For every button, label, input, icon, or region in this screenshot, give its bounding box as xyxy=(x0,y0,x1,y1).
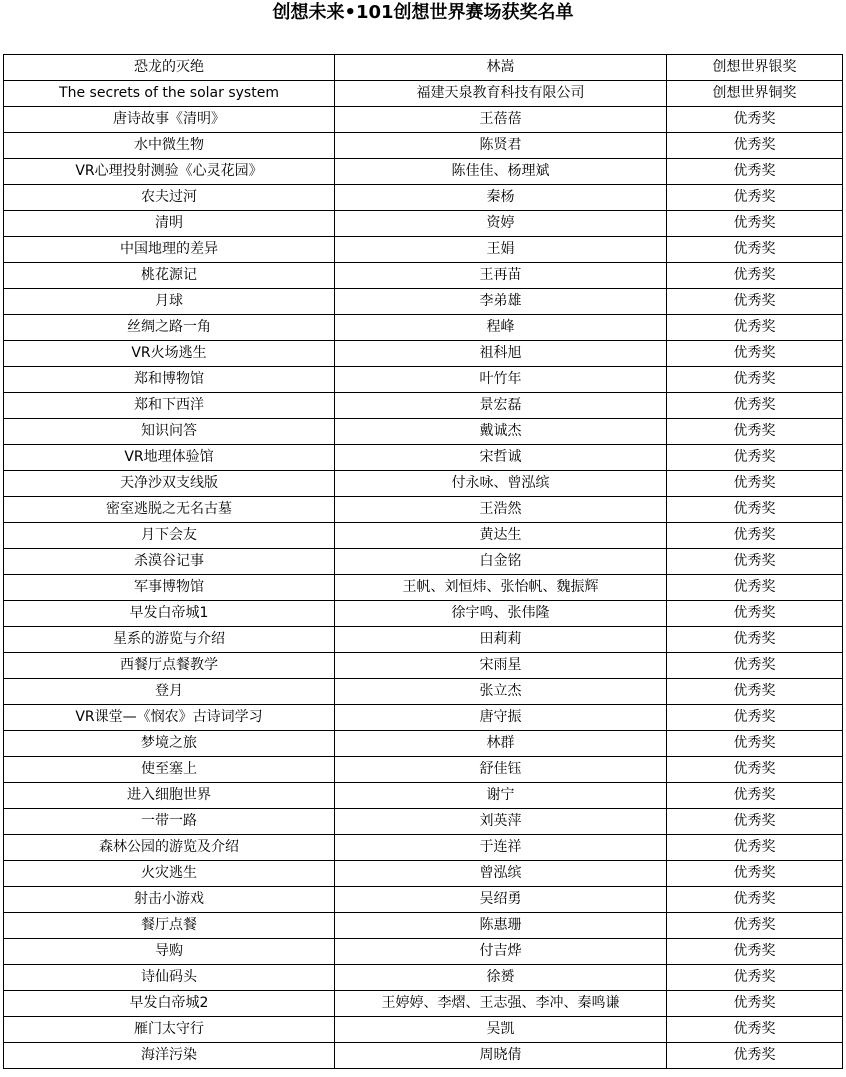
award-cell: 优秀奖 xyxy=(667,601,843,627)
work-title-cell: VR心理投射测验《心灵花园》 xyxy=(4,159,335,185)
table-row xyxy=(4,575,843,601)
work-title-cell: 导购 xyxy=(4,939,335,965)
award-cell: 优秀奖 xyxy=(667,471,843,497)
author-cell: 谢宁 xyxy=(335,783,667,809)
work-title-cell: VR火场逃生 xyxy=(4,341,335,367)
table-row xyxy=(4,419,843,445)
award-cell: 优秀奖 xyxy=(667,107,843,133)
table-row xyxy=(4,159,843,185)
work-title-cell: 唐诗故事《清明》 xyxy=(4,107,335,133)
author-cell: 白金铭 xyxy=(335,549,667,575)
work-title-cell: 知识问答 xyxy=(4,419,335,445)
awards-table xyxy=(3,54,843,1069)
award-cell: 优秀奖 xyxy=(667,705,843,731)
author-cell: 周晓倩 xyxy=(335,1043,667,1069)
work-title-cell: 郑和博物馆 xyxy=(4,367,335,393)
award-cell: 优秀奖 xyxy=(667,887,843,913)
award-cell: 优秀奖 xyxy=(667,133,843,159)
work-title-cell: 餐厅点餐 xyxy=(4,913,335,939)
author-cell: 资婷 xyxy=(335,211,667,237)
work-title-cell: 清明 xyxy=(4,211,335,237)
author-cell: 王婷婷、李熠、王志强、李冲、秦鸣谦 xyxy=(335,991,667,1017)
author-cell: 林群 xyxy=(335,731,667,757)
table-row xyxy=(4,445,843,471)
work-title-cell: 森林公园的游览及介绍 xyxy=(4,835,335,861)
award-cell: 优秀奖 xyxy=(667,159,843,185)
work-title-cell: 进入细胞世界 xyxy=(4,783,335,809)
table-row xyxy=(4,991,843,1017)
author-cell: 付永咏、曾泓缤 xyxy=(335,471,667,497)
award-cell: 优秀奖 xyxy=(667,549,843,575)
author-cell: 王再苗 xyxy=(335,263,667,289)
table-row xyxy=(4,315,843,341)
work-title-cell: 恐龙的灭绝 xyxy=(4,55,335,81)
table-row xyxy=(4,757,843,783)
author-cell: 陈佳佳、杨理斌 xyxy=(335,159,667,185)
work-title-cell: The secrets of the solar system xyxy=(4,81,335,107)
author-cell: 田莉莉 xyxy=(335,627,667,653)
table-row xyxy=(4,965,843,991)
author-cell: 王浩然 xyxy=(335,497,667,523)
table-row xyxy=(4,939,843,965)
work-title-cell: 月下会友 xyxy=(4,523,335,549)
author-cell: 陈惠珊 xyxy=(335,913,667,939)
work-title-cell: 桃花源记 xyxy=(4,263,335,289)
author-cell: 戴诚杰 xyxy=(335,419,667,445)
author-cell: 秦杨 xyxy=(335,185,667,211)
award-cell: 优秀奖 xyxy=(667,991,843,1017)
work-title-cell: 射击小游戏 xyxy=(4,887,335,913)
table-row xyxy=(4,861,843,887)
award-cell: 创想世界铜奖 xyxy=(667,81,843,107)
author-cell: 福建天泉教育科技有限公司 xyxy=(335,81,667,107)
author-cell: 吴绍勇 xyxy=(335,887,667,913)
table-row xyxy=(4,341,843,367)
award-cell: 优秀奖 xyxy=(667,757,843,783)
author-cell: 唐守振 xyxy=(335,705,667,731)
table-row xyxy=(4,211,843,237)
work-title-cell: 天净沙双支线版 xyxy=(4,471,335,497)
author-cell: 于连祥 xyxy=(335,835,667,861)
table-row xyxy=(4,679,843,705)
work-title-cell: 水中微生物 xyxy=(4,133,335,159)
work-title-cell: 一带一路 xyxy=(4,809,335,835)
work-title-cell: 早发白帝城2 xyxy=(4,991,335,1017)
table-row xyxy=(4,783,843,809)
award-cell: 优秀奖 xyxy=(667,575,843,601)
work-title-cell: 杀漠谷记事 xyxy=(4,549,335,575)
table-row xyxy=(4,705,843,731)
author-cell: 王帆、刘恒炜、张怡帆、魏振辉 xyxy=(335,575,667,601)
author-cell: 舒佳钰 xyxy=(335,757,667,783)
work-title-cell: 西餐厅点餐教学 xyxy=(4,653,335,679)
author-cell: 吴凯 xyxy=(335,1017,667,1043)
author-cell: 林嵩 xyxy=(335,55,667,81)
author-cell: 徐宇鸣、张伟隆 xyxy=(335,601,667,627)
author-cell: 景宏磊 xyxy=(335,393,667,419)
award-cell: 优秀奖 xyxy=(667,237,843,263)
table-row xyxy=(4,601,843,627)
award-cell: 优秀奖 xyxy=(667,211,843,237)
table-row xyxy=(4,523,843,549)
work-title-cell: VR地理体验馆 xyxy=(4,445,335,471)
work-title-cell: 早发白帝城1 xyxy=(4,601,335,627)
award-cell: 优秀奖 xyxy=(667,185,843,211)
author-cell: 黄达生 xyxy=(335,523,667,549)
author-cell: 李弟雄 xyxy=(335,289,667,315)
table-row xyxy=(4,887,843,913)
author-cell: 宋哲诚 xyxy=(335,445,667,471)
work-title-cell: 丝绸之路一角 xyxy=(4,315,335,341)
author-cell: 付吉烨 xyxy=(335,939,667,965)
author-cell: 陈贤君 xyxy=(335,133,667,159)
table-row xyxy=(4,185,843,211)
work-title-cell: 中国地理的差异 xyxy=(4,237,335,263)
award-cell: 优秀奖 xyxy=(667,939,843,965)
award-cell: 优秀奖 xyxy=(667,809,843,835)
awards-table-body xyxy=(4,55,843,1069)
table-row xyxy=(4,731,843,757)
table-row xyxy=(4,263,843,289)
award-cell: 优秀奖 xyxy=(667,679,843,705)
work-title-cell: 诗仙码头 xyxy=(4,965,335,991)
table-row xyxy=(4,913,843,939)
table-row xyxy=(4,55,843,81)
author-cell: 王娟 xyxy=(335,237,667,263)
award-cell: 优秀奖 xyxy=(667,289,843,315)
table-row xyxy=(4,367,843,393)
award-cell: 优秀奖 xyxy=(667,497,843,523)
table-row xyxy=(4,497,843,523)
author-cell: 王蓓蓓 xyxy=(335,107,667,133)
table-row xyxy=(4,81,843,107)
author-cell: 张立杰 xyxy=(335,679,667,705)
work-title-cell: 登月 xyxy=(4,679,335,705)
award-cell: 优秀奖 xyxy=(667,445,843,471)
award-cell: 优秀奖 xyxy=(667,367,843,393)
award-cell: 优秀奖 xyxy=(667,1043,843,1069)
table-row xyxy=(4,1017,843,1043)
award-cell: 优秀奖 xyxy=(667,341,843,367)
work-title-cell: 海洋污染 xyxy=(4,1043,335,1069)
award-cell: 优秀奖 xyxy=(667,315,843,341)
author-cell: 宋雨星 xyxy=(335,653,667,679)
table-row xyxy=(4,393,843,419)
table-row xyxy=(4,289,843,315)
work-title-cell: 月球 xyxy=(4,289,335,315)
award-cell: 优秀奖 xyxy=(667,1017,843,1043)
work-title-cell: 火灾逃生 xyxy=(4,861,335,887)
work-title-cell: 军事博物馆 xyxy=(4,575,335,601)
table-row xyxy=(4,471,843,497)
award-cell: 优秀奖 xyxy=(667,263,843,289)
table-row xyxy=(4,835,843,861)
author-cell: 曾泓缤 xyxy=(335,861,667,887)
award-cell: 优秀奖 xyxy=(667,653,843,679)
work-title-cell: 使至塞上 xyxy=(4,757,335,783)
award-cell: 优秀奖 xyxy=(667,627,843,653)
award-cell: 优秀奖 xyxy=(667,393,843,419)
table-row xyxy=(4,627,843,653)
award-cell: 优秀奖 xyxy=(667,861,843,887)
table-row xyxy=(4,133,843,159)
award-cell: 优秀奖 xyxy=(667,523,843,549)
table-row xyxy=(4,237,843,263)
work-title-cell: 雁门太守行 xyxy=(4,1017,335,1043)
work-title-cell: 梦境之旅 xyxy=(4,731,335,757)
author-cell: 祖科旭 xyxy=(335,341,667,367)
author-cell: 叶竹年 xyxy=(335,367,667,393)
table-row xyxy=(4,549,843,575)
table-row xyxy=(4,107,843,133)
table-row xyxy=(4,809,843,835)
award-cell: 优秀奖 xyxy=(667,965,843,991)
award-cell: 优秀奖 xyxy=(667,419,843,445)
table-row xyxy=(4,653,843,679)
work-title-cell: 星系的游览与介绍 xyxy=(4,627,335,653)
work-title-cell: 密室逃脱之无名古墓 xyxy=(4,497,335,523)
award-cell: 优秀奖 xyxy=(667,913,843,939)
award-cell: 创想世界银奖 xyxy=(667,55,843,81)
work-title-cell: 农夫过河 xyxy=(4,185,335,211)
award-cell: 优秀奖 xyxy=(667,783,843,809)
award-cell: 优秀奖 xyxy=(667,835,843,861)
table-row xyxy=(4,1043,843,1069)
page-title: 创想未来•101创想世界赛场获奖名单 xyxy=(272,2,574,23)
work-title-cell: 郑和下西洋 xyxy=(4,393,335,419)
award-cell: 优秀奖 xyxy=(667,731,843,757)
author-cell: 刘英萍 xyxy=(335,809,667,835)
work-title-cell: VR课堂—《悯农》古诗词学习 xyxy=(4,705,335,731)
author-cell: 程峰 xyxy=(335,315,667,341)
author-cell: 徐赟 xyxy=(335,965,667,991)
